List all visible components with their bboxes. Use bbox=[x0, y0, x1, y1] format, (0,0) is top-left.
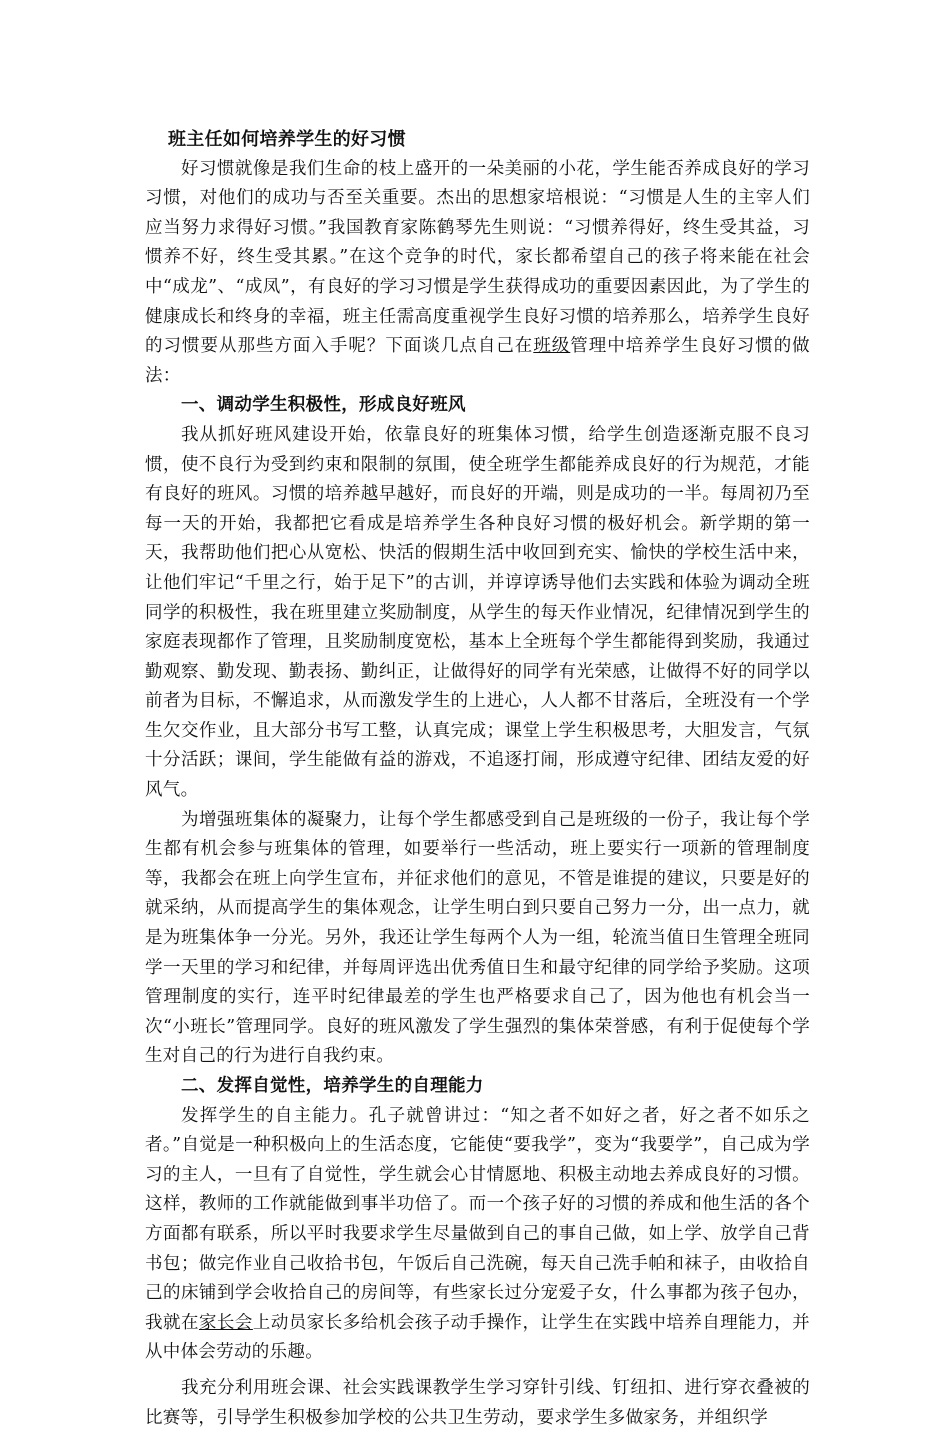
section2-paragraph-1 bbox=[145, 1102, 810, 1368]
section1-paragraph-1: 我从抓好班风建设开始，依靠良好的班集体习惯，给学生创造逐渐克服不良习惯，使不良行为受到约束和限制的氛围，使全班学生都能养成良好的行为规范，才能有良好的班风。习惯的培养越早越好，而良好的开端，则是成功的一半。每周初乃至每一天的开始，我都把它看成是培养学生各种良好习惯的极好机会。新学期的第一天，我帮助他们把心从宽松、快活的假期生活中收回到充实、愉快的学校生活中来，让他们牢记“千里之行，始于足下”的古训，并谆谆诱导他们去实践和体验为调动全班同学的积极性，我在班里建立奖励制度，从学生的每天作业情况，纪律情况到学生的家庭表现都作了管理，且奖励制度宽松，基本上全班每个学生都能得到奖励，我通过勤观察、勤发现、勤表扬、勤纠正，让做得好的同学有光荣感，让做得不好的同学以前者为目标，不懈追求，从而激发学生的上进心，人人都不甘落后，全班没有一个学生欠交作业，且大部分书写工整，认真完成；课堂上学生积极思考，大胆发言，气氛十分活跃；课间，学生能做有益的游戏，不追逐打闹，形成遵守纪律、团结友爱的好风气。 bbox=[145, 424, 810, 801]
document-page bbox=[145, 125, 810, 1433]
class-link[interactable]: 班级 bbox=[533, 336, 571, 357]
section1-heading: 一、调动学生积极性，形成良好班风 bbox=[181, 395, 466, 416]
intro-paragraph bbox=[145, 155, 810, 392]
section2-text: 发挥学生的自主能力。孔子就曾讲过：“知之者不如好之者，好之者不如乐之者。”自觉是一种积极向上的生活态度，它能使“要我学”，变为“我要学”，自己成为学习的主人，一旦有了自觉性，学生就会心甘情愿地、积极主动地去养成良好的习惯。这样，教师的工作就能做到事半功倍了。而一个孩子好的习惯的养成和他生活的各个方面都有联系，所以平时我要求学生尽量做到自己的事自己做，如上学、放学自己背书包；做完作业自己收拾书包，午饭后自己洗碗，每天自己洗手帕和袜子，由收拾自己的床铺到学会收拾自己的房间等，有些家长过分宠爱子女，什么事都为孩子包办，我就在 bbox=[145, 1105, 810, 1333]
parent-meeting-link[interactable]: 家长会 bbox=[198, 1312, 253, 1333]
section1-paragraph-2: 为增强班集体的凝聚力，让每个学生都感受到自己是班级的一份子，我让每个学生都有机会参与班集体的管理，如要举行一些活动，班上要实行一项新的管理制度等，我都会在班上向学生宣布，并征求他们的意见，不管是谁提的建议，只要是好的就采纳，从而提高学生的集体观念，让学生明白到只要自己努力一分，出一点力，就是为班集体争一分光。另外，我还让学生每两个人为一组，轮流当值日生管理全班同学一天里的学习和纪律，并每周评选出优秀值日生和最守纪律的同学给予奖励。这项管理制度的实行，连平时纪律最差的学生也严格要求自己了，因为他也有机会当一次“小班长”管理同学。良好的班风激发了学生强烈的集体荣誉感，有利于促使每个学生对自己的行为进行自我约束。 bbox=[145, 809, 810, 1067]
section2-heading: 二、发挥自觉性，培养学生的自理能力 bbox=[181, 1076, 484, 1096]
section2-paragraph-2: 我充分利用班会课、社会实践课教学生学习穿针引线、钉纽扣、进行穿衣叠被的比赛等，引导学生积极参加学校的公共卫生劳动，要求学生多做家务，并组织学 bbox=[145, 1377, 810, 1428]
intro-text: 好习惯就像是我们生命的枝上盛开的一朵美丽的小花，学生能否养成良好的学习习惯，对他们的成功与否至关重要。杰出的思想家培根说：“习惯是人生的主宰人们应当努力求得好习惯。”我国教育家陈鹤琴先生则说：“习惯养得好，终生受其益，习惯养不好，终生受其累。”在这个竞争的时代，家长都希望自己的孩子将来能在社会中“成龙”、“成凤”，有良好的学习习惯是学生获得成功的重要因素因此，为了学生的健康成长和终身的幸福，班主任需高度重视学生良好习惯的培养那么，培养学生良好的习惯要从那些方面入手呢？下面谈几点自己在 bbox=[145, 158, 810, 357]
section2-text-end: 上动员家长多给机会孩子动手操作，让学生在实践中培养自理能力，并从中体会劳动的乐趣。 bbox=[145, 1312, 810, 1363]
document-title: 班主任如何培养学生的好习惯 bbox=[168, 129, 406, 150]
intro-text-end: 管理中培养学生良好习惯的做法： bbox=[145, 336, 810, 386]
